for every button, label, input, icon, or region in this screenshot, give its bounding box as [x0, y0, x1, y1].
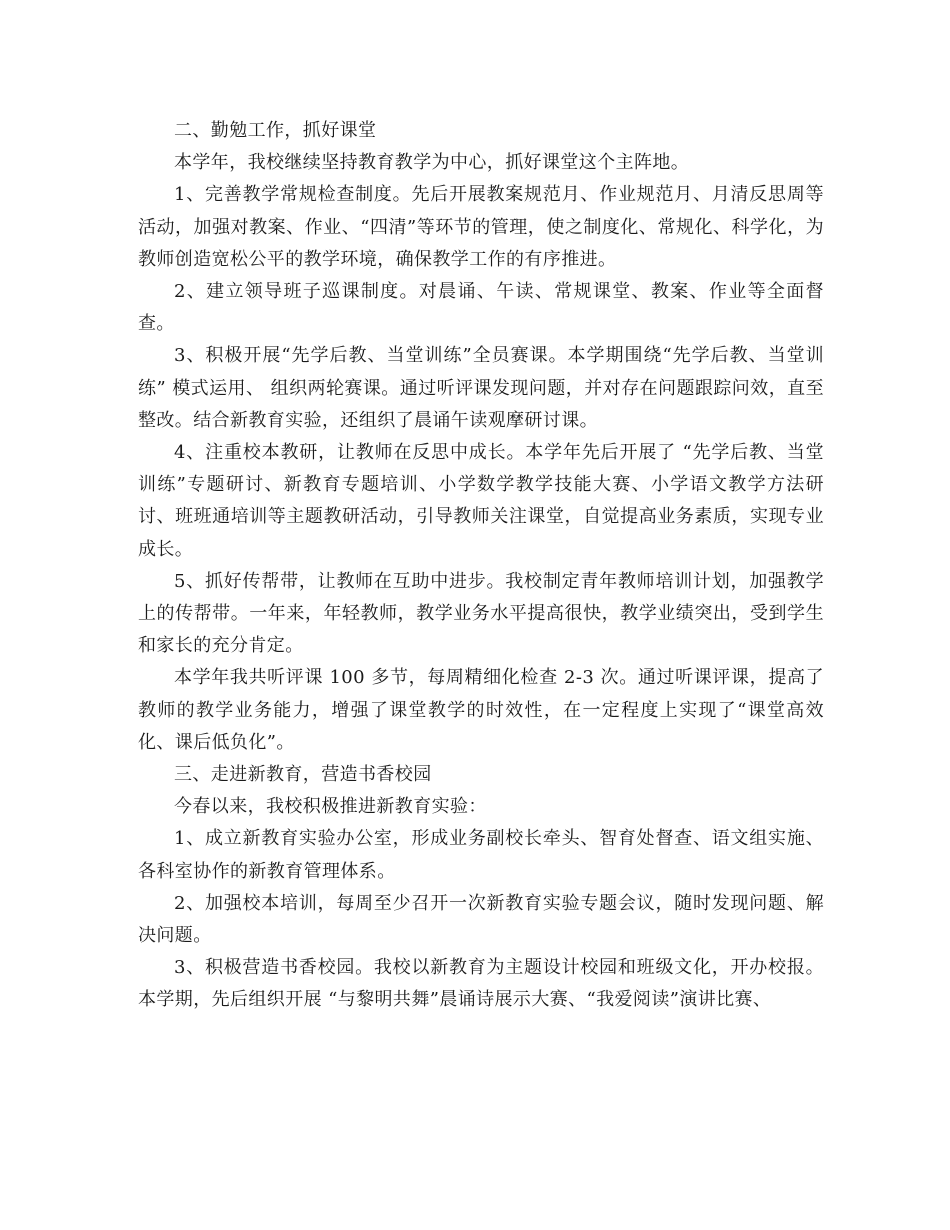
- paragraph-intro: 本学年，我校继续坚持教育教学为中心，抓好课堂这个主阵地。: [174, 152, 690, 174]
- paragraph-item-1b: 1、成立新教育实验办公室，形成业务副校长牵头、智育处督查、语文组实施、各科室协作的新教育管理体系。: [138, 828, 824, 882]
- paragraph-intro-2: 今春以来，我校积极推进新教育实验：: [174, 796, 487, 818]
- section-heading-3: 三、走进新教育，营造书香校园: [174, 764, 432, 786]
- paragraph-summary: 本学年我共听评课 100 多节，每周精细化检查 2-3 次。通过听课评课，提高了教师的教学业务能力，增强了课堂教学的时效性，在一定程度上实现了“课堂高效化、课后低负化”。: [138, 667, 824, 753]
- paragraph-item-4: 4、注重校本教研，让教师在反思中成长。本学年先后开展了 “先学后教、当堂训练”专题研讨、新教育专题培训、小学数学教学技能大赛、小学语文教学方法研讨、班班通培训等主题教研活动，引导教师关注课堂，自觉提高业务素质，实现专业成长。: [138, 442, 824, 560]
- section-heading-2: 二、勤勉工作，抓好课堂: [174, 120, 377, 141]
- paragraph-item-1: 1、完善教学常规检查制度。先后开展教案规范月、作业规范月、月清反思周等活动，加强对教案、作业、“四清”等环节的管理，使之制度化、常规化、科学化，为教师创造宽松公平的教学环境，确保教学工作的有序推进。: [138, 184, 824, 270]
- paragraph-item-5: 5、抓好传帮带，让教师在互助中进步。我校制定青年教师培训计划，加强教学上的传帮带。一年来，年轻教师，教学业务水平提高很快，教学业绩突出，受到学生和家长的充分肯定。: [138, 570, 824, 657]
- paragraph-item-3b: 3、积极营造书香校园。我校以新教育为主题设计校园和班级文化，开办校报。本学期，先后组织开展 “与黎明共舞”晨诵诗展示大赛、“我爱阅读”演讲比赛、: [138, 957, 824, 1011]
- paragraph-item-2b: 2、加强校本培训，每周至少召开一次新教育实验专题会议，随时发现问题、解决问题。: [138, 892, 824, 947]
- paragraph-item-3: 3、积极开展“先学后教、当堂训练”全员赛课。本学期围绕“先学后教、当堂训练” 模式运用、 组织两轮赛课。通过听评课发现问题，并对存在问题跟踪问效，直至整改。结合新教育实验，还组织了晨诵午读观摩研讨课。: [138, 345, 824, 431]
- paragraph-item-2: 2、建立领导班子巡课制度。对晨诵、午读、常规课堂、教案、作业等全面督查。: [138, 281, 824, 335]
- document-body: [138, 115, 824, 1017]
